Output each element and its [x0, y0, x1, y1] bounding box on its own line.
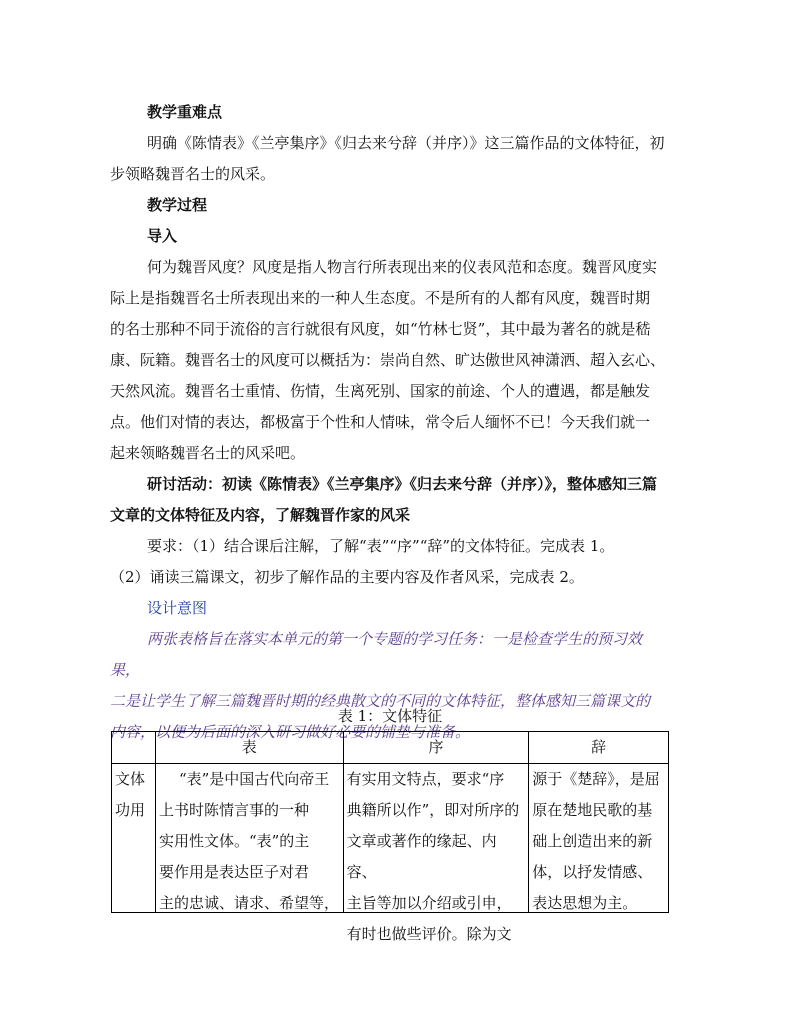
cell-line: 原在楚地民歌的基: [532, 801, 653, 819]
cell-line: 上书时陈情言事的一种: [158, 801, 309, 819]
table-caption: 表 1：文体特征: [337, 707, 443, 725]
table-cell-xu: [343, 764, 529, 943]
activity-requirement: 要求：（1）结合课后注解，了解“表”“序”“辞”的文体特征。完成表 1。: [147, 537, 615, 555]
table-cell-biao: [155, 764, 343, 913]
table-header-cell: 序: [343, 732, 529, 764]
key-points-heading: 教学重难点: [147, 103, 223, 121]
cell-line: 文章或著作的缘起、内容、: [346, 832, 497, 881]
activity-title-line: 研讨活动：初读《陈情表》《兰亭集序》《归去来兮辞（并序）》，整体感知三篇: [147, 475, 658, 493]
design-intent-line: 两张表格旨在落实本单元的第一个专题的学习任务：一是检查学生的预习效果，: [110, 630, 643, 679]
intro-line: 的名士那种不同于流俗的言行就很有风度，如“竹林七贤”，其中最为著名的就是嵇: [110, 320, 651, 338]
intro-line: 点。他们对情的表达，都极富于个性和人情味，常令后人缅怀不已！今天我们就一: [110, 413, 651, 431]
cell-line: 主的忠诚、请求、希望等，: [158, 894, 339, 912]
intro-line: 起来领略魏晋名士的风采吧。: [110, 444, 306, 462]
table-row: [112, 764, 669, 913]
table-header-cell: [112, 732, 156, 764]
intro-line: 天然风流。魏晋名士重情、伤情，生离死别、国家的前途、个人的遭遇，都是触发: [110, 382, 651, 400]
cell-line: “表”是中国古代向帝王: [178, 770, 330, 788]
table-header-cell: 表: [155, 732, 343, 764]
intro-heading: 导入: [147, 227, 178, 245]
cell-line: 表达思想为主。: [532, 894, 638, 912]
table-cell-ci: [529, 764, 669, 913]
process-heading: 教学过程: [147, 196, 208, 214]
intro-line: 何为魏晋风度？风度是指人物言行所表现出来的仪表风范和态度。魏晋风度实: [147, 258, 658, 276]
cell-line: 有时也做些评价。除为文: [346, 925, 512, 943]
genre-features-table: [111, 731, 669, 943]
cell-line: 典籍所以作”，即对所序的: [346, 801, 520, 819]
cell-line: 有实用文特点，要求“序: [346, 770, 505, 788]
key-points-line: 步领略魏晋名士的风采。: [110, 165, 276, 183]
activity-requirement: （2）诵读三篇课文，初步了解作品的主要内容及作者风采，完成表 2。: [110, 568, 584, 586]
design-intent-heading: 设计意图: [147, 599, 208, 617]
cell-line: 要作用是表达臣子对君: [158, 863, 309, 881]
table-header-cell: 辞: [529, 732, 669, 764]
activity-title-line: 文章的文体特征及内容，了解魏晋作家的风采: [110, 506, 411, 524]
cell-line: 源于《楚辞》，是屈: [532, 770, 660, 788]
cell-line: 体，以抒发情感、: [532, 863, 653, 881]
cell-line: 主旨等加以介绍或引申，: [346, 894, 512, 912]
row-label-line: 功用: [115, 801, 146, 819]
row-label-cell: [112, 764, 156, 913]
design-intent-line: 内容，以便为后面的深入研习做好必要的铺垫与准备。: [110, 723, 471, 741]
cell-line: 础上创造出来的新: [532, 832, 653, 850]
key-points-line: 明确《陈情表》《兰亭集序》《归去来兮辞（并序）》这三篇作品的文体特征，初: [147, 134, 665, 152]
cell-line: 实用性文体。“表”的主: [158, 832, 310, 850]
row-label-line: 文体: [115, 770, 146, 788]
design-intent-line: 二是让学生了解三篇魏晋时期的经典散文的不同的文体特征，整体感知三篇课文的: [110, 692, 651, 710]
intro-line: 康、阮籍。魏晋名士的风度可以概括为：崇尚自然、旷达傲世风神潇洒、超入玄心、: [110, 351, 666, 369]
intro-line: 际上是指魏晋名士所表现出来的一种人生态度。不是所有的人都有风度，魏晋时期: [110, 289, 651, 307]
key-points-section: [110, 97, 670, 748]
table-header-row: [112, 732, 669, 764]
